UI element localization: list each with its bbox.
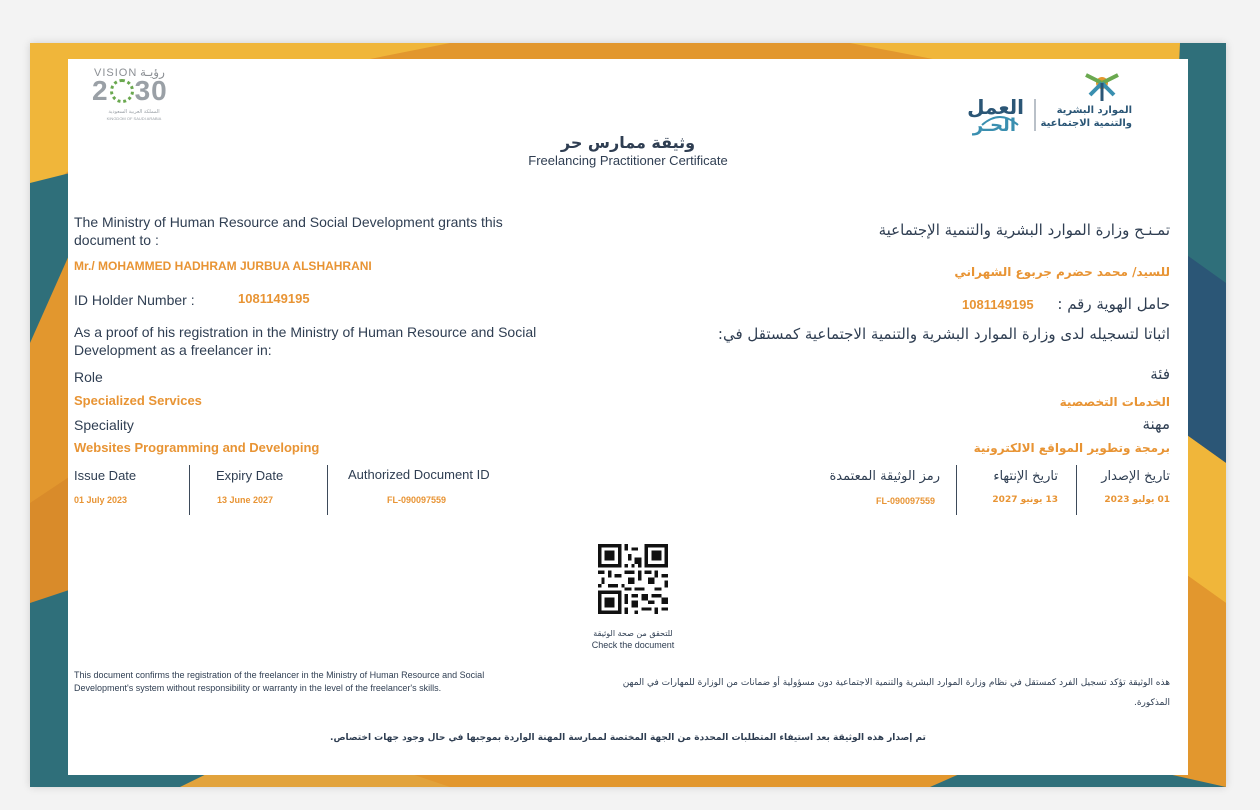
grant-text-ar: تمـنـح وزارة الموارد البشرية والتنمية الإجتماعية [878,221,1170,239]
year-digits-30: 30 [134,75,168,106]
hr-palm-icon [1080,67,1124,103]
role-value-en: Specialized Services [74,393,202,408]
proof-text-ar: اثباتا لتسجيله لدى وزارة الموارد البشرية والتنمية الاجتماعية كمستقل في: [717,325,1170,343]
qr-code-icon[interactable] [598,544,668,614]
speciality-value-en: Websites Programming and Developing [74,440,320,455]
disclaimer-ar: هذه الوثيقة تؤكد تسجيل الفرد كمستقل في نظام وزارة الموارد البشرية والتنمية الاجتماعية دون مسؤولية أو ضمانات من الوزارة للمهارات في المهن المذكورة. [622,678,1170,708]
year-digit-2: 2 [92,75,109,106]
docid-label-ar: رمز الوثيقة المعتمدة [829,469,940,484]
hr-logo-line1: الموارد البشرية [1056,105,1132,116]
title-en: Freelancing Practitioner Certificate [528,153,728,168]
proof-text-en: As a proof of his registration in the Ministry of Human Resource and Social Development as a freelancer in: [74,324,537,358]
role-label-ar: فئة [1150,365,1170,383]
issuance-note-ar: تم إصدار هذه الوثيقة بعد استيفاء المتطلبات المحددة من الجهة المختصة لممارسة المهنة الواردة بموجبها في حال وجود جهات اختصاص. [330,733,926,743]
docid-value-en: FL-090097559 [387,495,447,505]
speciality-label-ar: مهنة [1142,415,1170,433]
certificate-card [68,59,1188,775]
expiry-value-en: 13 June 2027 [217,495,274,505]
holder-name-en: Mr./ MOHAMMED HADHRAM JURBUA ALSHAHRANI [74,259,372,273]
freework-line2: الحـر [972,115,1016,136]
vision-sub-en: KINGDOM OF SAUDI ARABIA [106,116,162,121]
certificate-frame [30,43,1226,787]
expiry-label-ar: تاريخ الإنتهاء [993,469,1058,484]
hr-ministry-logo [1040,67,1140,137]
role-label-en: Role [74,369,103,385]
date-divider [1076,465,1077,515]
role-value-ar: الخدمات التخصصية [1059,395,1170,409]
disclaimer-en: This document confirms the registration of the freelancer in the Ministry of Human Resource and Social Development's system without responsibility or warranty in the level of the freelancer's skills. [74,670,485,693]
hr-logo-line2: والتنمية الاجتماعية [1040,118,1132,129]
vision-2030-logo [92,65,212,125]
issue-label-en: Issue Date [74,468,137,483]
issue-value-ar: 01 يوليو 2023 [1104,495,1170,505]
holder-name-ar: للسيد/ محمد حضرم جربوع الشهراني [954,265,1170,279]
grant-text-en: The Ministry of Human Resource and Social Development grants this document to : [74,214,503,248]
title-ar: وثيقة ممارس حر [560,133,696,152]
issue-value-en: 01 July 2023 [74,495,128,505]
docid-value-ar: FL-090097559 [876,496,936,506]
date-divider [327,465,328,515]
date-divider [956,465,957,515]
qr-caption-en: Check the document [591,640,675,650]
vision-sub-ar: المملكة العربية السعودية [108,109,160,115]
speciality-label-en: Speciality [74,417,134,433]
palm-icon [110,79,134,103]
vision-ar-word: رؤيـة [140,65,165,79]
expiry-label-en: Expiry Date [216,468,284,483]
expiry-value-ar: 13 يونيو 2027 [992,495,1058,505]
id-value-en: 1081149195 [238,291,310,306]
docid-label-en: Authorized Document ID [348,467,490,482]
qr-caption-ar: للتحقق من صحة الوثيقة [593,629,673,638]
id-value-ar: 1081149195 [962,297,1034,312]
vision-word: VISION [94,67,138,79]
freework-logo [934,95,1024,141]
logo-divider [1034,99,1036,131]
wave-icon [980,105,1020,131]
id-label-ar: حامل الهوية رقم : [1057,295,1170,313]
date-divider [189,465,190,515]
id-label-en: ID Holder Number : [74,292,195,308]
freework-line1: العمل [967,95,1024,119]
issue-label-ar: تاريخ الإصدار [1101,469,1170,484]
speciality-value-ar: برمجة وتطوير المواقع الالكترونية [973,441,1170,455]
